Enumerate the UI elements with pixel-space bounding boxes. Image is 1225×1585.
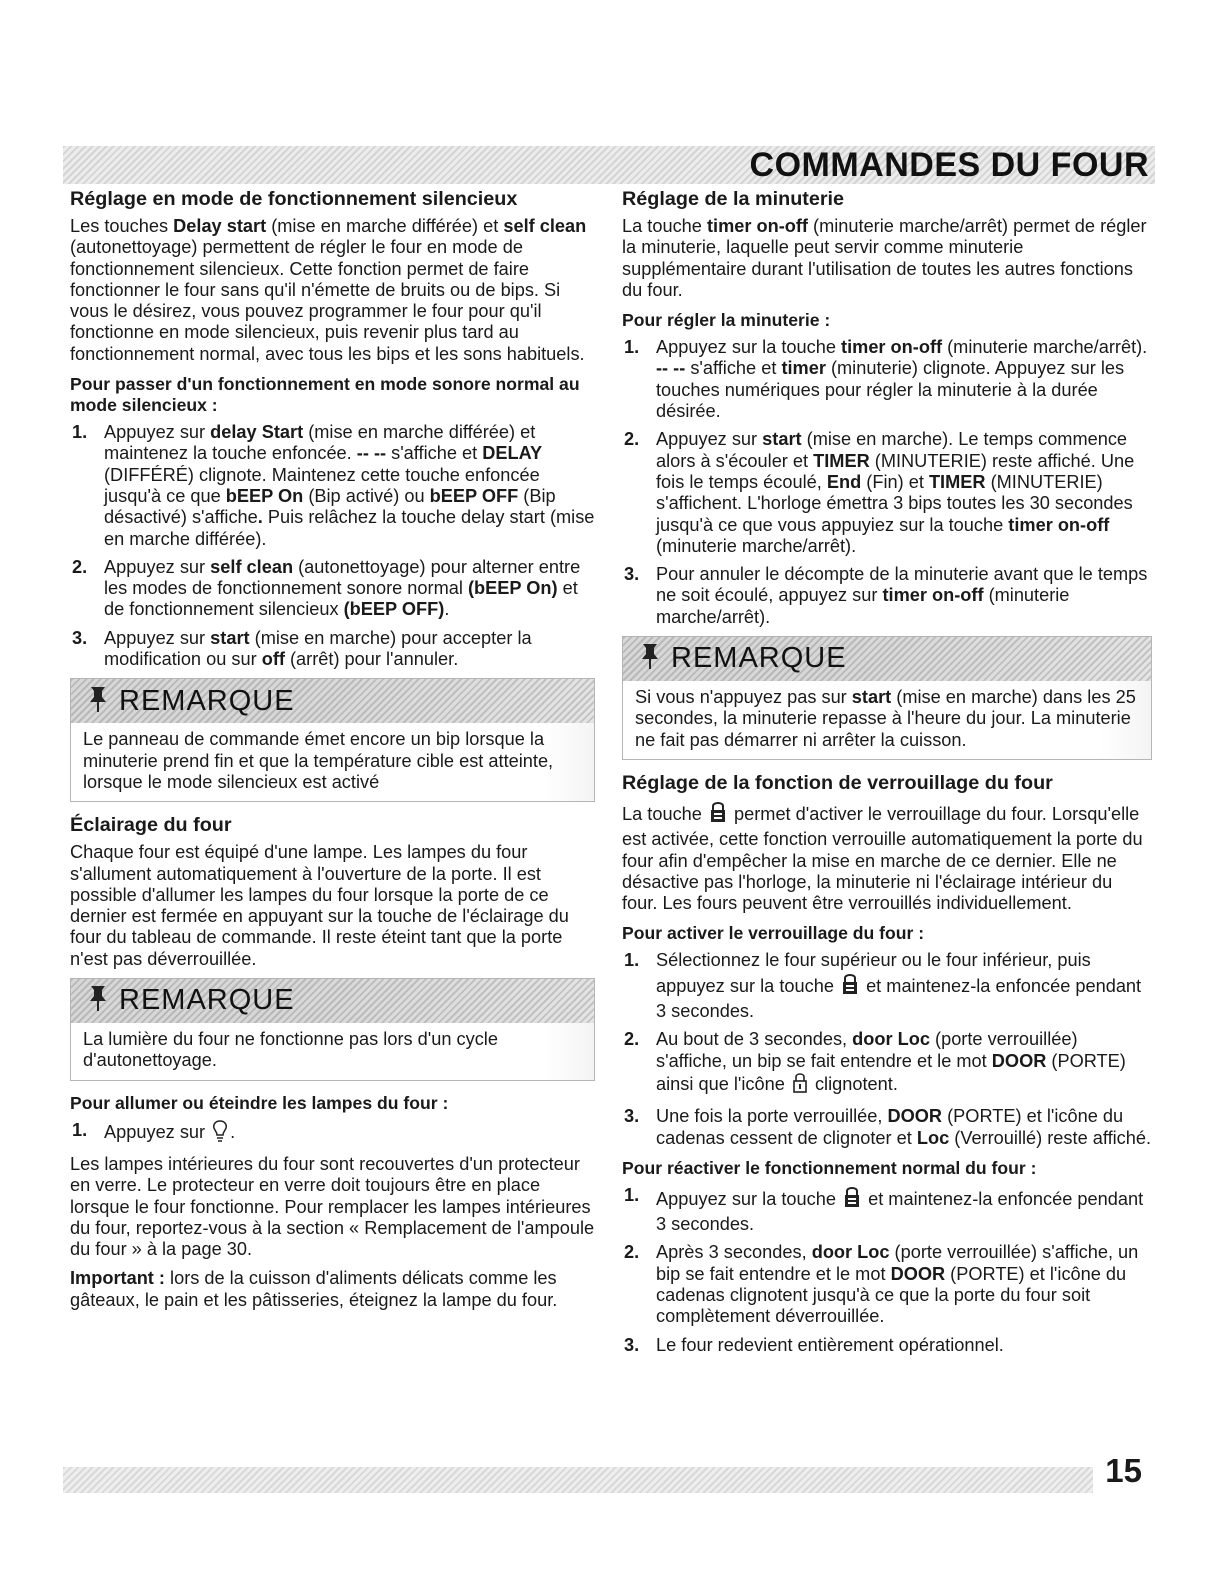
heading-timer: Réglage de la minuterie <box>622 188 845 210</box>
pushpin-icon <box>87 685 109 718</box>
paragraph: Les touches Delay start (mise en marche différée) et self clean (autonettoyage) permettent de régler le four en mode de fonctionnement silencieux. Cette fonction permet de faire fonctionner le four sans qu'il n'émette de bruits ou de bips. Si vous le désirez, vous pouvez programmer le four pour qu'il fonctionne en mode silencieux, puis revenir plus tard au fonctionnement normal, avec tous les bips et les sons habituels. <box>70 216 587 364</box>
list-item: 3. Appuyez sur start (mise en marche) pour accepter la modification ou sur off (arrêt) pour l'annuler. <box>72 627 532 670</box>
note-title: REMARQUE <box>671 642 847 675</box>
steps-list <box>622 1185 1152 1356</box>
note-box <box>622 636 1152 760</box>
note-text: Le panneau de commande émet encore un bip lorsque la minuterie prend fin et que la température cible est atteinte, lorsque le mode silencieux est activé <box>71 723 594 801</box>
pushpin-icon <box>87 984 109 1017</box>
steps-list <box>622 337 1152 628</box>
padlock-icon <box>709 800 727 829</box>
page-number: 15 <box>1105 1452 1142 1489</box>
paragraph: Important : lors de la cuisson d'aliments délicats comme les gâteaux, le pain et les pâtisseries, éteignez la lampe du four. <box>70 1268 558 1310</box>
padlock-icon <box>841 972 859 1001</box>
note-text: Si vous n'appuyez pas sur start (mise en marche) dans les 25 secondes, la minuterie repasse à l'heure du jour. La minuterie ne fait pas démarrer ni arrêter la cuisson. <box>623 681 1151 759</box>
footer-bar <box>63 1467 1093 1493</box>
subheading: Pour activer le verrouillage du four : <box>622 923 925 944</box>
lightbulb-icon <box>212 1120 228 1147</box>
paragraph: La touche permet d'activer le verrouillage du four. Lorsqu'elle est activée, cette fonction verrouille automatiquement la porte du four afin d'empêcher la mise en marche de ce dernier. Elle ne désactive pas l'horloge, la minuterie ni l'éclairage intérieur du four. Les fours peuvent être verrouillés individuellement. <box>622 800 1152 914</box>
padlock-icon <box>843 1185 861 1214</box>
list-item: 2. Appuyez sur start (mise en marche). Le temps commence alors à s'écouler et TIMER (MINUTERIE) reste affiché. Une fois le temps écoulé, End (Fin) et TIMER (MINUTERIE) s'affichent. L'horloge émettra 3 bips toutes les 30 secondes jusqu'à ce que vous appuyiez sur la touche timer on-off (minuterie marche/arrêt). <box>624 429 1135 556</box>
list-item: 1. Appuyez sur la touche timer on-off (minuterie marche/arrêt). -- -- s'affiche et timer (minuterie) clignote. Appuyez sur les touches numériques pour régler la minuterie à la durée désirée. <box>624 337 1148 422</box>
list-item: 3. Pour annuler le décompte de la minuterie avant que le temps ne soit écoulé, appuyez sur timer on-off (minuterie marche/arrêt). <box>624 564 1148 627</box>
heading-oven-light: Éclairage du four <box>70 814 232 837</box>
note-box <box>70 978 595 1081</box>
right-column <box>622 188 1152 1363</box>
paragraph: La touche timer on-off (minuterie marche/arrêt) permet de régler la minuterie, laquelle peut servir comme minuterie supplémentaire durant l'utilisation de toutes les autres fonctions du four. <box>622 216 1147 300</box>
note-header <box>71 679 594 723</box>
list-item: 2. Après 3 secondes, door Loc (porte verrouillée) s'affiche, un bip se fait entendre et le mot DOOR (PORTE) et l'icône du cadenas clignotent jusqu'à ce que la porte du four soit complètement déverrouillée. <box>624 1242 1139 1327</box>
list-item: 3. Une fois la porte verrouillée, DOOR (PORTE) et l'icône du cadenas cessent de clignoter et Loc (Verrouillé) reste affiché. <box>624 1106 1152 1148</box>
subheading: Pour réactiver le fonctionnement normal du four : <box>622 1157 1037 1178</box>
note-header <box>71 979 594 1023</box>
list-item: 1. Sélectionnez le four supérieur ou le four inférieur, puis appuyez sur la touche et maintenez-la enfoncée pendant 3 secondes. <box>624 950 1142 1022</box>
paragraph: Les lampes intérieures du four sont recouvertes d'un protecteur en verre. Le protecteur en verre doit toujours être en place lorsque le four fonctionne. Pour remplacer les lampes intérieures du four, reportez-vous à la section « Remplacement de l'ampoule du four » à la page 30. <box>70 1153 595 1260</box>
section-banner <box>63 146 1155 184</box>
list-item: 1. Appuyez sur . <box>70 1120 595 1147</box>
list-item: 2. Au bout de 3 secondes, door Loc (porte verrouillée) s'affiche, un bip se fait entendre et le mot DOOR (PORTE) ainsi que l'icône clignotent. <box>622 1029 1152 1099</box>
pushpin-icon <box>639 642 661 675</box>
left-column <box>70 188 595 1319</box>
note-title: REMARQUE <box>119 984 295 1017</box>
paragraph: Chaque four est équipé d'une lampe. Les lampes du four s'allument automatiquement à l'ouverture de la porte. Il est possible d'allumer les lampes du four lorsque la porte de ce dernier est fermée en appuyant sur la touche de l'éclairage du four du tableau de commande. Il reste éteint tant que la porte n'est pas déverrouillée. <box>70 842 569 969</box>
subheading: Pour régler la minuterie : <box>622 310 831 331</box>
list-item: 2. Appuyez sur self clean (autonettoyage) pour alterner entre les modes de fonctionnement sonore normal (bEEP On) et de fonctionnement silencieux (bEEP OFF). <box>72 556 581 620</box>
subheading: Pour passer d'un fonctionnement en mode sonore normal au mode silencieux : <box>70 374 580 416</box>
note-title: REMARQUE <box>119 684 295 717</box>
note-box <box>70 678 595 802</box>
heading-oven-lock: Réglage de la fonction de verrouillage du four <box>622 771 1053 794</box>
note-text: La lumière du four ne fonctionne pas lors d'un cycle d'autonettoyage. <box>71 1023 594 1080</box>
page-title: COMMANDES DU FOUR <box>749 146 1149 184</box>
note-header <box>623 637 1151 681</box>
steps-list <box>622 950 1152 1148</box>
steps-list <box>70 422 595 670</box>
padlock-icon <box>792 1072 808 1099</box>
steps-list <box>70 1120 595 1147</box>
list-item: 1. Appuyez sur delay Start (mise en marche différée) et maintenez la touche enfoncée. -- -- s'affiche et DELAY (DIFFÉRÉ) clignote. Maintenez cette touche enfoncée jusqu'à ce que bEEP On (Bip activé) ou bEEP OFF (Bip désactivé) s'affiche. Puis relâchez la touche delay start (mise en marche différée). <box>72 422 595 549</box>
list-item: 1. Appuyez sur la touche et maintenez-la enfoncée pendant 3 secondes. <box>624 1184 1144 1235</box>
subheading: Pour allumer ou éteindre les lampes du four : <box>70 1092 449 1113</box>
heading-silent-mode: Réglage en mode de fonctionnement silencieux <box>70 188 518 210</box>
list-item: 3. Le four redevient entièrement opérationnel. <box>624 1334 1004 1355</box>
